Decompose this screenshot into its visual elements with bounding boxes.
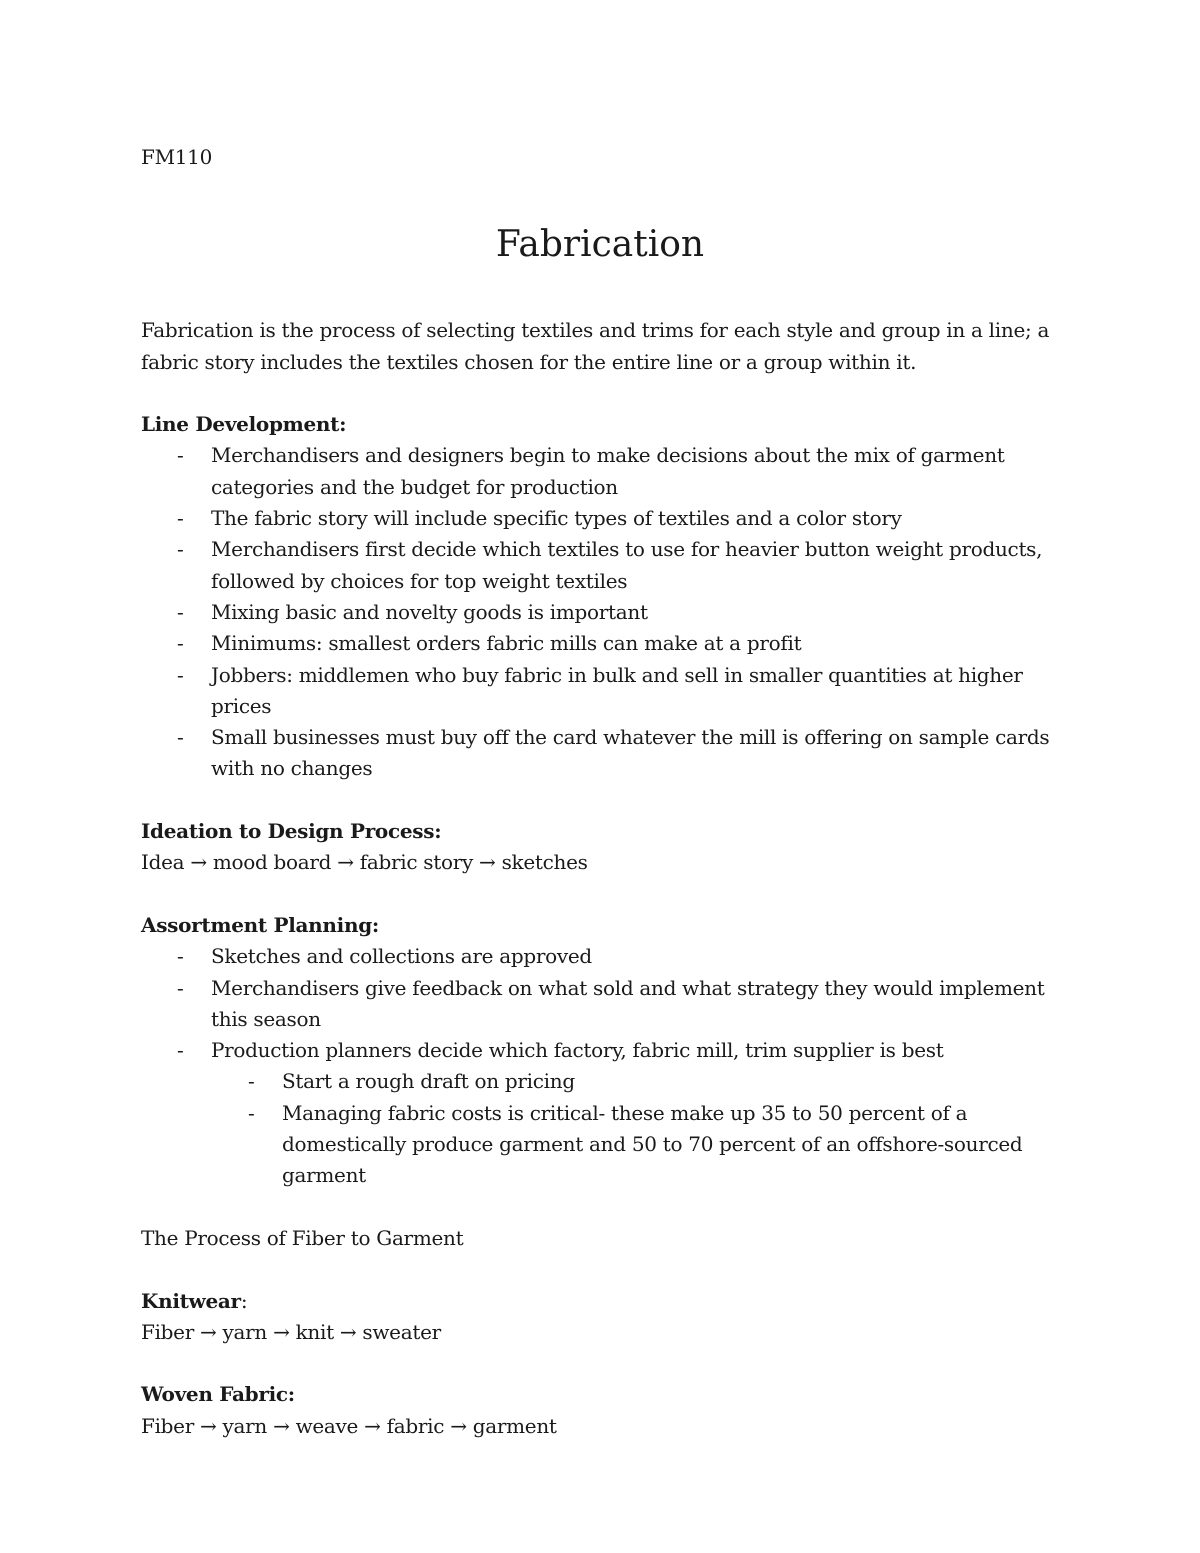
- list-item: [141, 440, 1071, 503]
- dash-marker: -: [177, 506, 184, 531]
- dash-marker: -: [177, 537, 184, 562]
- spacer: [141, 1348, 1071, 1379]
- list-item-text: Mixing basic and novelty goods is important: [211, 599, 648, 624]
- list-item: [141, 1035, 1071, 1066]
- list-item: [141, 660, 1071, 723]
- line-development-heading: Line Development:: [141, 412, 347, 437]
- list-item: [141, 722, 1071, 785]
- spacer: [141, 1192, 1071, 1223]
- woven-heading: Woven Fabric:: [141, 1382, 295, 1407]
- assortment-sub-list: [141, 1066, 1071, 1191]
- dash-marker: -: [177, 599, 184, 624]
- dash-marker: -: [177, 662, 184, 687]
- spacer: [141, 378, 1071, 409]
- spacer: [141, 879, 1071, 910]
- dash-marker: -: [177, 443, 184, 468]
- dash-marker: -: [177, 725, 184, 750]
- sub-list-item-text: Managing fabric costs is critical- these make up 35 to 50 percent of a domestically produce garment and 50 to 70 percent of an offshore-sourced garment: [282, 1100, 1023, 1188]
- list-item: [141, 597, 1071, 628]
- dash-marker: -: [177, 1038, 184, 1063]
- list-item-text: Merchandisers first decide which textiles to use for heavier button weight products, followed by choices for top weight textiles: [211, 537, 1043, 593]
- list-item: [141, 973, 1071, 1036]
- knitwear-heading: Knitwear: [141, 1288, 241, 1313]
- spacer: [141, 1254, 1071, 1285]
- process-title: The Process of Fiber to Garment: [141, 1225, 464, 1250]
- list-item-text: Merchandisers and designers begin to make decisions about the mix of garment categories and the budget for production: [211, 443, 1005, 499]
- dash-marker: -: [177, 975, 184, 1000]
- list-item: [141, 503, 1071, 534]
- list-item: [141, 941, 1071, 972]
- knitwear-heading-line: [141, 1286, 1071, 1317]
- sub-list-item: [141, 1066, 1071, 1097]
- list-item-text: Jobbers: middlemen who buy fabric in bulk and sell in smaller quantities at higher prices: [211, 662, 1023, 718]
- ideation-heading: Ideation to Design Process:: [141, 819, 442, 844]
- spacer: [141, 785, 1071, 816]
- woven-flow: Fiber → yarn → weave → fabric → garment: [141, 1413, 557, 1438]
- list-item-text: Small businesses must buy off the card whatever the mill is offering on sample cards with no changes: [211, 725, 1050, 781]
- intro-paragraph: Fabrication is the process of selecting textiles and trims for each style and group in a line; a fabric story includes the textiles chosen for the entire line or a group within it.: [141, 318, 1056, 374]
- assortment-heading: Assortment Planning:: [141, 912, 379, 937]
- list-item-text: Minimums: smallest orders fabric mills can make at a profit: [211, 631, 802, 656]
- list-item-text: Merchandisers give feedback on what sold and what strategy they would implement this season: [211, 975, 1045, 1031]
- list-item-text: Production planners decide which factory, fabric mill, trim supplier is best: [211, 1038, 944, 1063]
- ideation-flow: Idea → mood board → fabric story → sketches: [141, 850, 588, 875]
- list-item: [141, 628, 1071, 659]
- sub-list-item-text: Start a rough draft on pricing: [282, 1069, 575, 1094]
- sub-list-item: [141, 1098, 1071, 1192]
- dash-marker: -: [248, 1069, 255, 1094]
- list-item-text: Sketches and collections are approved: [211, 944, 592, 969]
- document-title: Fabrication: [495, 224, 705, 266]
- dash-marker: -: [177, 944, 184, 969]
- list-item: [141, 534, 1071, 597]
- line-development-list: [141, 440, 1071, 784]
- list-item-text: The fabric story will include specific types of textiles and a color story: [211, 506, 902, 531]
- knitwear-flow: Fiber → yarn → knit → sweater: [141, 1319, 441, 1344]
- course-code: FM110: [141, 145, 213, 169]
- document-page: [141, 142, 1071, 1442]
- knitwear-colon: :: [240, 1288, 248, 1313]
- dash-marker: -: [177, 631, 184, 656]
- dash-marker: -: [248, 1100, 255, 1125]
- assortment-list: [141, 941, 1071, 1066]
